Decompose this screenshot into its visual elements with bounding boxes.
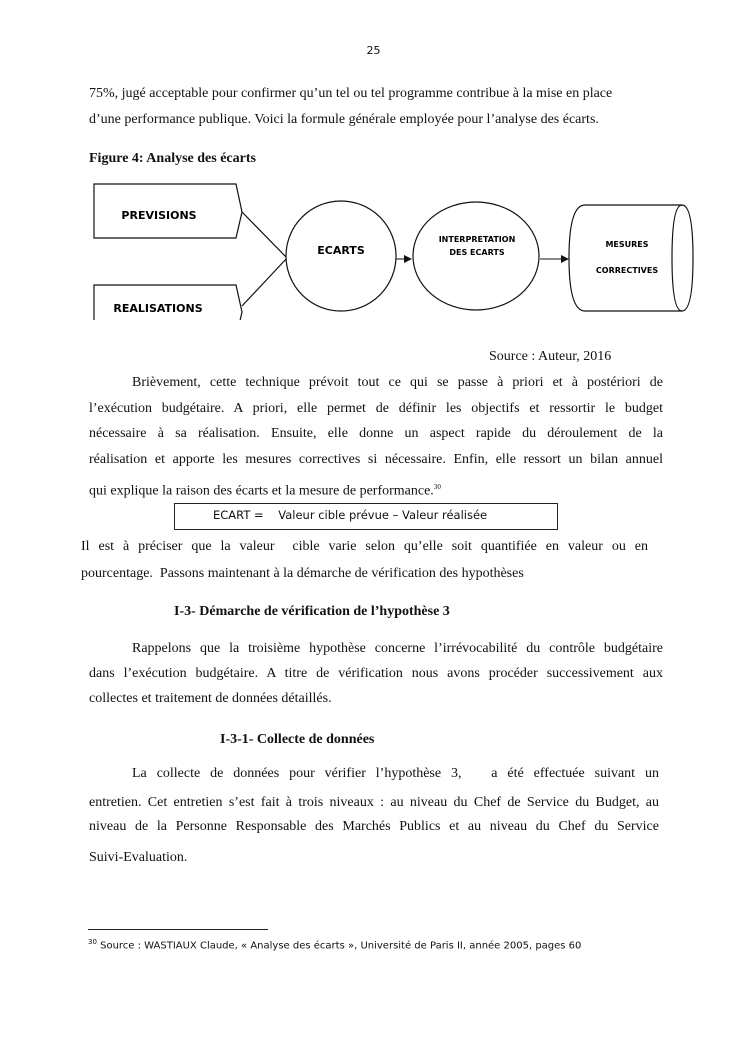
footnote-separator <box>88 929 268 930</box>
realisations-label: REALISATIONS <box>113 302 203 315</box>
paragraph4-line-2: entretien. Cet entretien s’est fait à trois niveaux : au niveau du Chef de Service du Budget, au <box>89 795 659 810</box>
intro-line-1: 75%, jugé acceptable pour confirmer qu’un tel ou tel programme contribue à la mise en place <box>89 86 613 101</box>
interpretation-label-2: DES ECARTS <box>449 248 505 257</box>
connector-realisations <box>242 258 287 306</box>
paragraph1-line-3: nécessaire à sa réalisation. Ensuite, elle donne un aspect rapide du déroulement de la <box>89 426 663 441</box>
paragraph4-line-4: Suivi-Evaluation. <box>89 850 188 865</box>
connector-previsions <box>242 212 287 258</box>
variance-analysis-diagram <box>0 170 747 320</box>
section-heading-i-3-1: I-3-1- Collecte de données <box>220 732 375 747</box>
paragraph3-line-3: collectes et traitement de données détaillés. <box>89 691 332 706</box>
paragraph1-line-1: Brièvement, cette technique prévoit tout ce qui se passe à priori et à postériori de <box>132 375 663 390</box>
footnote-text: Source : WASTIAUX Claude, « Analyse des écarts », Université de Paris II, année 2005, pages 60 <box>100 940 582 952</box>
paragraph2-line-1: Il est à préciser que la valeur cible varie selon qu’elle soit quantifiée en valeur ou en <box>81 539 648 554</box>
footnote-reference[interactable]: 30 <box>433 483 441 491</box>
paragraph1-line-5-text: qui explique la raison des écarts et la mesure de performance. <box>89 483 434 499</box>
figure-caption: Figure 4: Analyse des écarts <box>89 151 256 166</box>
mesures-label-2: CORRECTIVES <box>595 266 659 275</box>
paragraph3-line-2: dans l’exécution budgétaire. A titre de vérification nous avons procéder successivement aux <box>89 666 663 681</box>
section-heading-i-3: I-3- Démarche de vérification de l’hypothèse 3 <box>174 604 450 619</box>
formula-text: ECART = Valeur cible prévue – Valeur réalisée <box>213 508 488 522</box>
paragraph4-line-3: niveau de la Personne Responsable des Marchés Publics et au niveau du Chef du Service <box>89 819 659 834</box>
paragraph1-line-5 <box>89 479 441 500</box>
interpretation-label-1: INTERPRETATION <box>438 235 516 244</box>
paragraph1-line-4: réalisation et apporte les mesures correctives si nécessaire. Enfin, elle ressort un bilan annuel <box>89 452 663 467</box>
mesures-label-1: MESURES <box>605 240 649 249</box>
page-number: 25 <box>366 44 381 57</box>
paragraph3-line-1: Rappelons que la troisième hypothèse concerne l’irrévocabilité du contrôle budgétaire <box>132 641 663 656</box>
previsions-label: PREVISIONS <box>121 209 197 222</box>
footnote-number: 30 <box>88 938 97 946</box>
paragraph2-line-2: pourcentage. Passons maintenant à la démarche de vérification des hypothèses <box>81 566 524 581</box>
figure-source: Source : Auteur, 2016 <box>489 349 612 364</box>
intro-line-2: d’une performance publique. Voici la formule générale employée pour l’analyse des écarts. <box>89 112 599 127</box>
paragraph1-line-2: l’exécution budgétaire. A priori, elle permet de définir les objectifs et ressortir le budget <box>89 401 663 416</box>
footnote <box>88 938 581 951</box>
ecarts-label: ECARTS <box>317 244 365 257</box>
paragraph4-line-1: La collecte de données pour vérifier l’hypothèse 3, a été effectuée suivant un <box>132 766 659 781</box>
